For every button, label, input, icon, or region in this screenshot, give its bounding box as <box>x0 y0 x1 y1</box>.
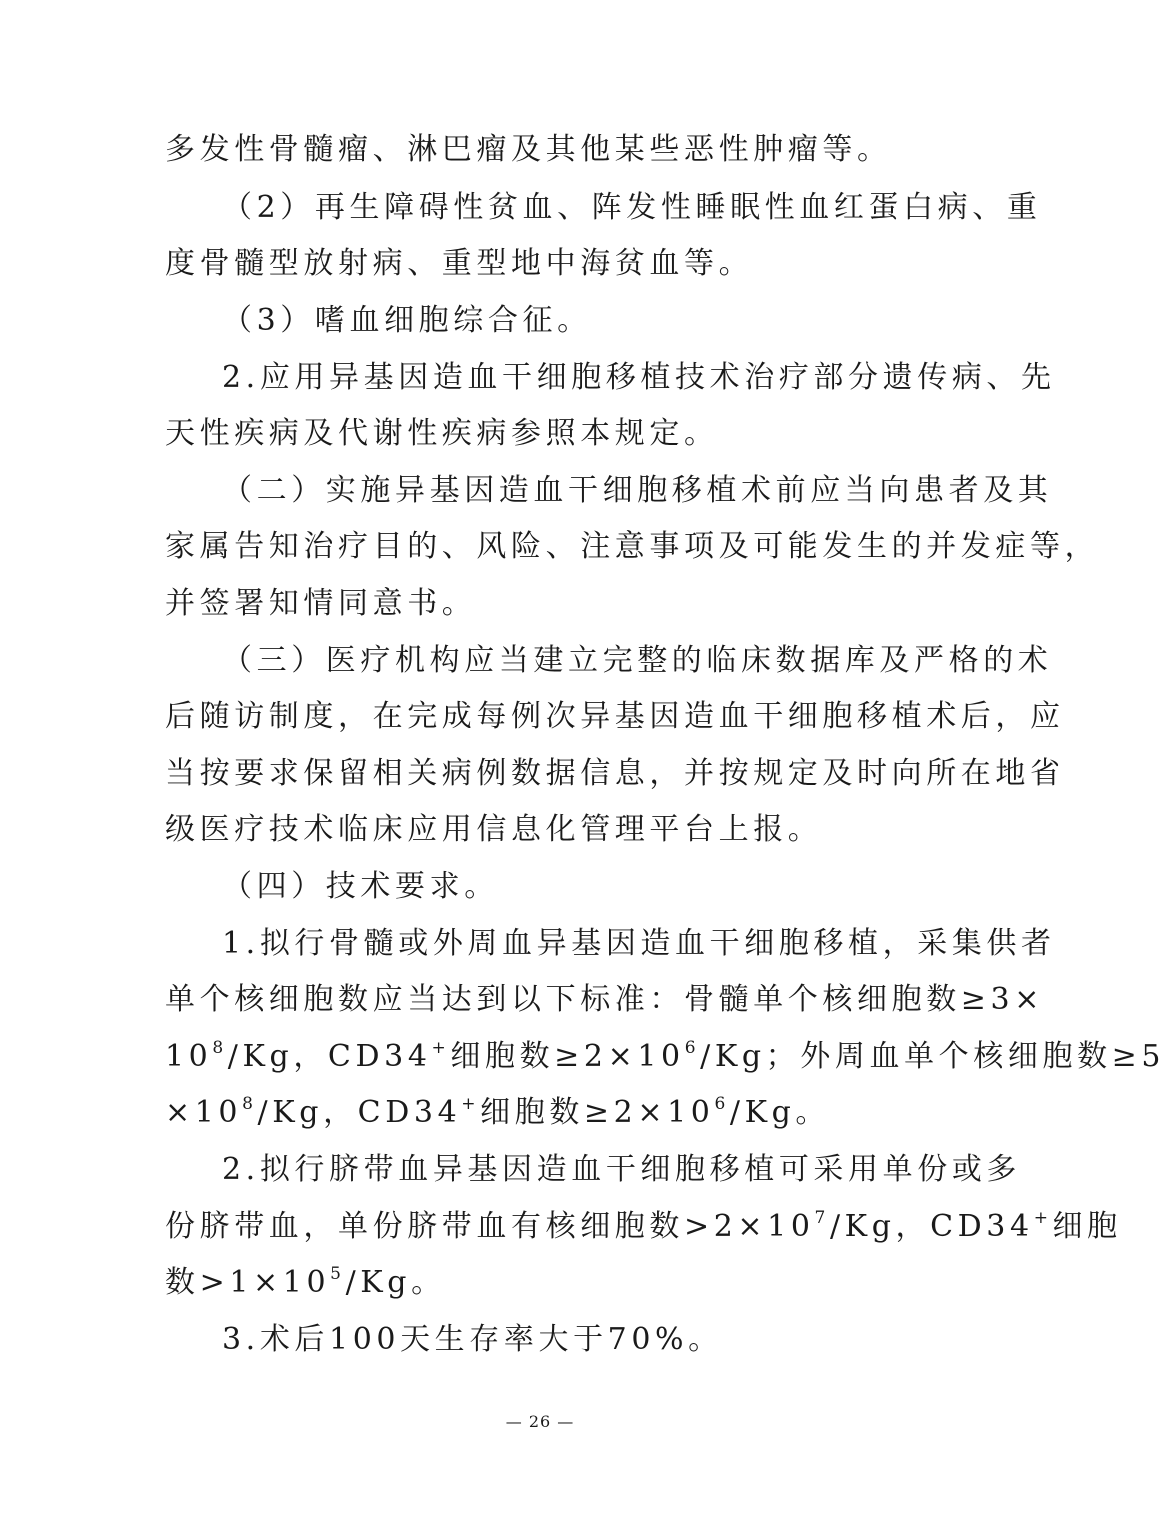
text-span: /Kg，CD34 <box>257 1095 462 1130</box>
text-span: /Kg；外周血单个核细胞数≥5 <box>700 1039 1165 1074</box>
text-line: 级医疗技术临床应用信息化管理平台上报。 <box>165 812 823 847</box>
superscript: + <box>461 1094 481 1114</box>
superscript: 6 <box>684 1038 701 1058</box>
text-span: 份脐带血，单份脐带血有核细胞数>2×10 <box>165 1209 815 1244</box>
text-span: 细胞数≥2×10 <box>480 1095 715 1130</box>
page-number: — 26 — <box>505 1412 575 1431</box>
superscript: 8 <box>242 1094 258 1114</box>
text-line: 并签署知情同意书。 <box>165 586 477 621</box>
text-line: 1.拟行骨髓或外周血异基因造血干细胞移植，采集供者 <box>222 926 1056 961</box>
text-line: 天性疾病及代谢性疾病参照本规定。 <box>165 416 719 451</box>
superscript: 5 <box>330 1264 346 1284</box>
text-span: /Kg。 <box>729 1095 831 1130</box>
text-span: ×10 <box>165 1095 243 1130</box>
text-line: 3.术后100天生存率大于70%。 <box>222 1322 723 1357</box>
text-line: 2.应用异基因造血干细胞移植技术治疗部分遗传病、先 <box>222 360 1056 395</box>
text-line-formula <box>165 1263 446 1303</box>
text-line: （二）实施异基因造血干细胞移植术前应当向患者及其 <box>222 473 1053 508</box>
text-line: 2.拟行脐带血异基因造血干细胞移植可采用单份或多 <box>222 1152 1022 1187</box>
superscript: + <box>1033 1208 1053 1228</box>
text-line: 度骨髓型放射病、重型地中海贫血等。 <box>165 246 754 281</box>
text-span: 细胞数≥2×10 <box>450 1039 685 1074</box>
text-line-formula <box>165 1037 1165 1077</box>
text-line: （四）技术要求。 <box>222 869 499 904</box>
text-span: /Kg，CD34 <box>829 1209 1034 1244</box>
text-line-formula <box>165 1093 830 1133</box>
text-span: 10 <box>165 1039 213 1074</box>
text-line: 多发性骨髓瘤、淋巴瘤及其他某些恶性肿瘤等。 <box>165 132 892 167</box>
superscript: 6 <box>714 1094 730 1114</box>
text-line: 单个核细胞数应当达到以下标准：骨髓单个核细胞数≥3× <box>165 982 1044 1017</box>
text-line: （2）再生障碍性贫血、阵发性睡眠性血红蛋白病、重 <box>222 190 1042 225</box>
text-line: 后随访制度，在完成每例次异基因造血干细胞移植术后，应 <box>165 699 1065 734</box>
text-span: 数>1×10 <box>165 1265 331 1300</box>
text-span: /Kg。 <box>345 1265 446 1300</box>
text-line: 家属告知治疗目的、风险、注意事项及可能发生的并发症等， <box>165 529 1100 564</box>
text-line: （3）嗜血细胞综合征。 <box>222 303 592 338</box>
superscript: 8 <box>212 1038 228 1058</box>
text-line-formula <box>165 1207 1122 1247</box>
superscript: + <box>431 1038 451 1058</box>
superscript: 7 <box>814 1208 830 1228</box>
text-line: （三）医疗机构应当建立完整的临床数据库及严格的术 <box>222 643 1053 678</box>
text-span: /Kg，CD34 <box>227 1039 432 1074</box>
text-line: 当按要求保留相关病例数据信息，并按规定及时向所在地省 <box>165 756 1065 791</box>
text-span: 细胞 <box>1052 1209 1122 1244</box>
